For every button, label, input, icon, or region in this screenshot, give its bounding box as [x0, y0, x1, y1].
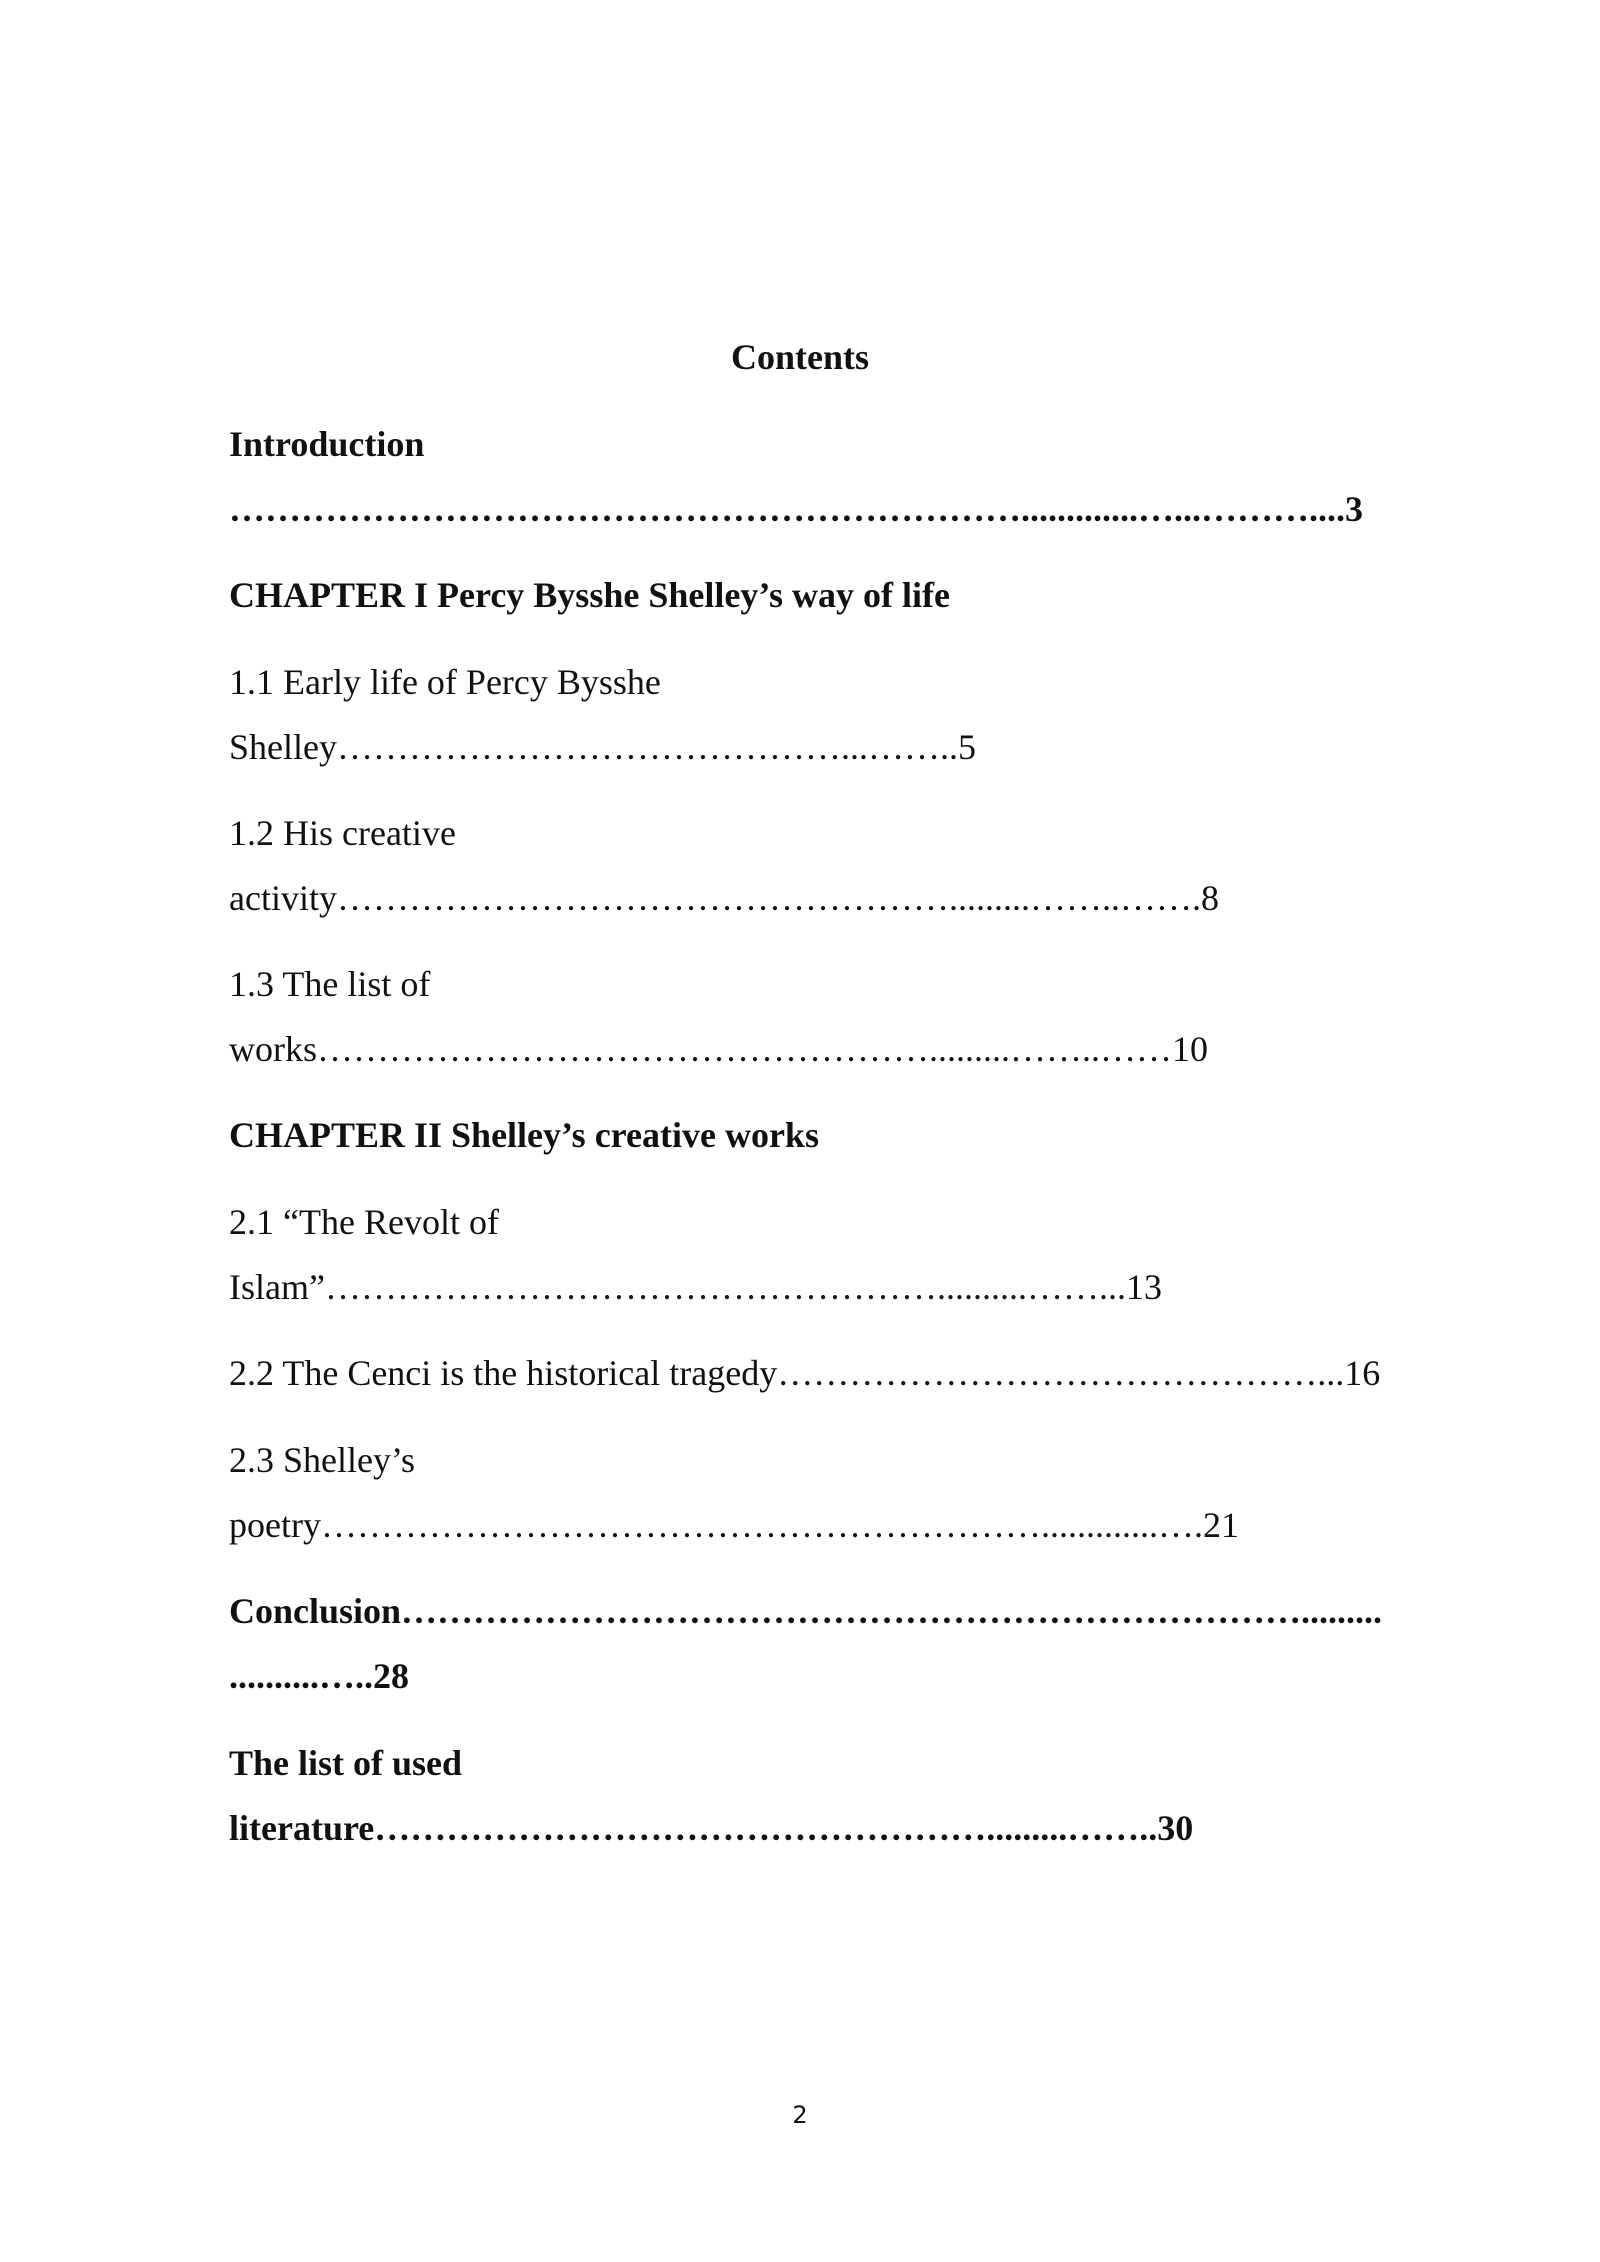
toc-entry-2-3-line2: poetry…………………………………………………….............….21	[229, 1505, 1239, 1545]
toc-entry-conclusion-line2: ..........…..28	[229, 1656, 409, 1696]
chapter-1-heading: CHAPTER I Percy Bysshe Shelley’s way of life	[229, 575, 950, 615]
toc-entry-introduction-label: Introduction	[229, 424, 425, 464]
toc-entry-2-3-line1: 2.3 Shelley’s	[229, 1440, 415, 1480]
toc-entry-conclusion-line1: Conclusion………………………………………………………………….........	[229, 1591, 1383, 1631]
toc-entry-2-1-line1: 2.1 “The Revolt of	[229, 1202, 499, 1242]
toc-entry-1-2-line2: activity…………………………………………….........……..…….8	[229, 878, 1219, 918]
contents-title: Contents	[730, 337, 869, 377]
toc-entry-literature-line1: The list of used	[229, 1743, 463, 1783]
chapter-2-heading: CHAPTER II Shelley’s creative works	[229, 1115, 819, 1155]
toc-entry-literature-line2: literature…………………………………………….........……..30	[229, 1808, 1194, 1848]
page-number: 2	[792, 2101, 808, 2129]
toc-entry-2-1-line2: Islam”……………………………………………..........……...13	[229, 1267, 1162, 1307]
toc-entry-1-3-line1: 1.3 The list of	[229, 964, 431, 1004]
toc-entry-1-1-line1: 1.1 Early life of Percy Bysshe	[229, 662, 661, 702]
toc-entry-1-1-line2: Shelley……………………………………...……..5	[229, 727, 976, 767]
toc-entry-1-2-line1: 1.2 His creative	[229, 813, 456, 853]
toc-entry-2-2-line1: 2.2 The Cenci is the historical tragedy………………………………………...16	[229, 1353, 1381, 1393]
toc-entry-introduction-leader: ………………………………………………………….............…...………....3	[229, 489, 1363, 529]
toc-entry-1-3-line2: works…………………………………………….........……..……10	[229, 1029, 1208, 1069]
